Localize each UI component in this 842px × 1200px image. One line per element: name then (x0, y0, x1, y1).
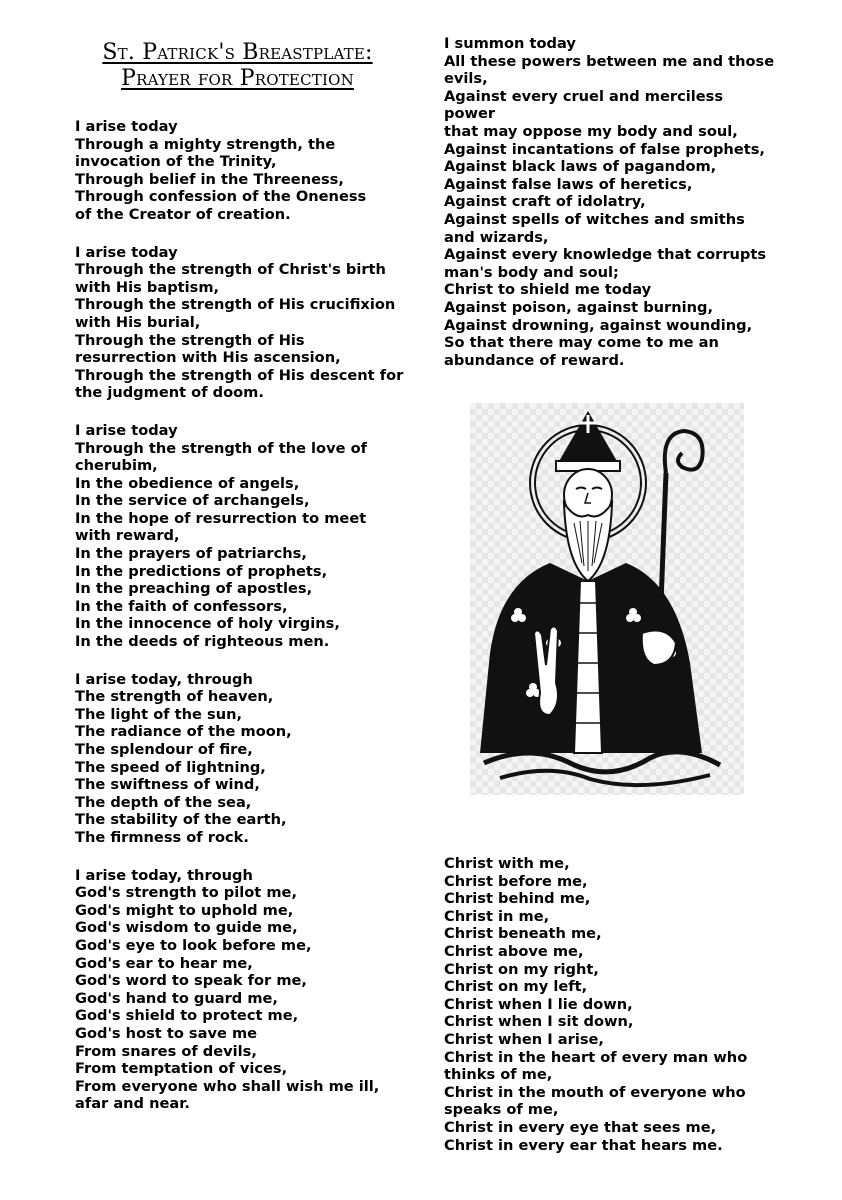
verse-line: The swiftness of wind, (75, 776, 260, 794)
verse-line: God's eye to look before me, (75, 936, 312, 954)
stanza (75, 118, 420, 224)
verse-line: afar and near. (75, 1095, 190, 1113)
verse-line: God's hand to guard me, (75, 989, 278, 1007)
verse-line: Christ when I lie down, (444, 995, 633, 1013)
verse-line: Christ on my right, (444, 960, 599, 978)
verse-line: God's might to uphold me, (75, 901, 294, 919)
prayer-right-bottom-column (444, 855, 784, 1154)
verse-line: In the hope of resurrection to meet (75, 509, 367, 527)
verse-line: God's strength to pilot me, (75, 884, 297, 902)
verse-line: I arise today, through (75, 866, 253, 884)
verse-line: God's word to speak for me, (75, 972, 307, 990)
verse-line: abundance of reward. (444, 351, 625, 369)
verse-line: Through belief in the Threeness, (75, 170, 344, 188)
verse-line: of the Creator of creation. (75, 205, 291, 223)
verse-line: Against poison, against burning, (444, 298, 714, 316)
prayer-right-top-column (444, 35, 784, 369)
verse-line: Through the strength of His crucifixion (75, 296, 396, 314)
verse-line: In the predictions of prophets, (75, 562, 328, 580)
verse-line: I arise today (75, 118, 178, 135)
verse-line: The firmness of rock. (75, 828, 249, 846)
verse-line: Christ in me, (444, 907, 550, 925)
verse-line: Christ in every eye that sees me, (444, 1118, 717, 1136)
verse-line: Christ behind me, (444, 890, 591, 908)
verse-line: Through the strength of the love of (75, 439, 367, 457)
verse-line: Against every cruel and merciless (444, 87, 724, 105)
verse-line: with reward, (75, 527, 180, 545)
verse-line: The stability of the earth, (75, 811, 287, 829)
verse-line: speaks of me, (444, 1101, 559, 1119)
verse-line: The radiance of the moon, (75, 723, 292, 741)
verse-line: Against spells of witches and smiths (444, 210, 745, 228)
verse-line: the judgment of doom. (75, 384, 264, 402)
verse-line: I summon today (444, 35, 576, 52)
verse-line: Christ to shield me today (444, 281, 652, 299)
st-patrick-drawing (470, 403, 744, 795)
verse-line: thinks of me, (444, 1066, 553, 1084)
page-title (60, 40, 415, 92)
stanza (75, 671, 420, 847)
verse-line: I arise today (75, 243, 178, 261)
verse-line: Against black laws of pagandom, (444, 158, 717, 176)
stanza (75, 422, 420, 651)
verse-line: Through a mighty strength, the (75, 135, 336, 153)
verse-line: Through the strength of His (75, 331, 305, 349)
verse-line: with His burial, (75, 313, 201, 331)
verse-line: I arise today (75, 421, 178, 439)
snake-shape (484, 752, 720, 772)
verse-line: Christ in the heart of every man who (444, 1048, 748, 1066)
verse-line: Through confession of the Oneness (75, 188, 367, 206)
verse-line: cherubim, (75, 457, 158, 475)
title-line-1: St. Patrick's Breastplate: (102, 40, 373, 65)
verse-line: The strength of heaven, (75, 688, 274, 706)
verse-line: Christ with me, (444, 855, 570, 872)
title-line-2: Prayer for Protection (121, 66, 354, 91)
verse-line: The speed of lightning, (75, 758, 266, 776)
verse-line: invocation of the Trinity, (75, 153, 277, 171)
verse-line: In the deeds of righteous men. (75, 633, 330, 651)
verse-line: The depth of the sea, (75, 793, 252, 811)
verse-line: All these powers between me and those (444, 52, 775, 70)
verse-line: In the faith of confessors, (75, 597, 288, 615)
verse-line: God's ear to hear me, (75, 954, 253, 972)
stanza (75, 867, 420, 1113)
crozier-shape (665, 431, 703, 473)
verse-line: man's body and soul; (444, 263, 619, 281)
verse-line: In the obedience of angels, (75, 474, 300, 492)
verse-line: Christ before me, (444, 872, 588, 890)
verse-line: Christ when I sit down, (444, 1013, 634, 1031)
verse-line: and wizards, (444, 228, 549, 246)
verse-line: Against every knowledge that corrupts (444, 246, 767, 264)
verse-line: In the innocence of holy virgins, (75, 615, 340, 633)
verse-line: So that there may come to me an (444, 334, 719, 352)
verse-line: The splendour of fire, (75, 741, 253, 758)
verse-line: God's host to save me (75, 1024, 258, 1042)
verse-line: In the prayers of patriarchs, (75, 545, 307, 563)
verse-line: Christ in the mouth of everyone who (444, 1083, 746, 1101)
verse-line: with His baptism, (75, 278, 220, 296)
verse-line: resurrection with His ascension, (75, 349, 341, 367)
verse-line: Against drowning, against wounding, (444, 316, 753, 334)
st-patrick-illustration (470, 403, 744, 795)
verse-line: From temptation of vices, (75, 1060, 288, 1078)
verse-line: Through the strength of Christ's birth (75, 261, 386, 279)
verse-line: Christ in every ear that hears me. (444, 1136, 723, 1154)
verse-line: Through the strength of His descent for (75, 366, 404, 384)
verse-line: Christ when I arise, (444, 1030, 604, 1048)
verse-line: that may oppose my body and soul, (444, 122, 738, 140)
verse-line: God's wisdom to guide me, (75, 919, 298, 937)
verse-line: In the service of archangels, (75, 492, 310, 510)
verse-line: From everyone who shall wish me ill, (75, 1077, 380, 1095)
verse-line: Christ on my left, (444, 978, 588, 996)
verse-line: power (444, 105, 496, 123)
verse-line: Against incantations of false prophets, (444, 140, 765, 158)
verse-line: The light of the sun, (75, 705, 243, 723)
verse-line: Against craft of idolatry, (444, 193, 646, 211)
verse-line: Against false laws of heretics, (444, 175, 693, 193)
prayer-left-column (75, 118, 420, 1133)
verse-line: In the preaching of apostles, (75, 580, 313, 598)
verse-line: From snares of devils, (75, 1042, 257, 1060)
verse-line: I arise today, through (75, 670, 253, 688)
verse-line: evils, (444, 70, 488, 88)
verse-line: Christ above me, (444, 942, 584, 960)
stanza (75, 244, 420, 402)
verse-line: God's shield to protect me, (75, 1007, 299, 1025)
verse-line: Christ beneath me, (444, 925, 602, 943)
